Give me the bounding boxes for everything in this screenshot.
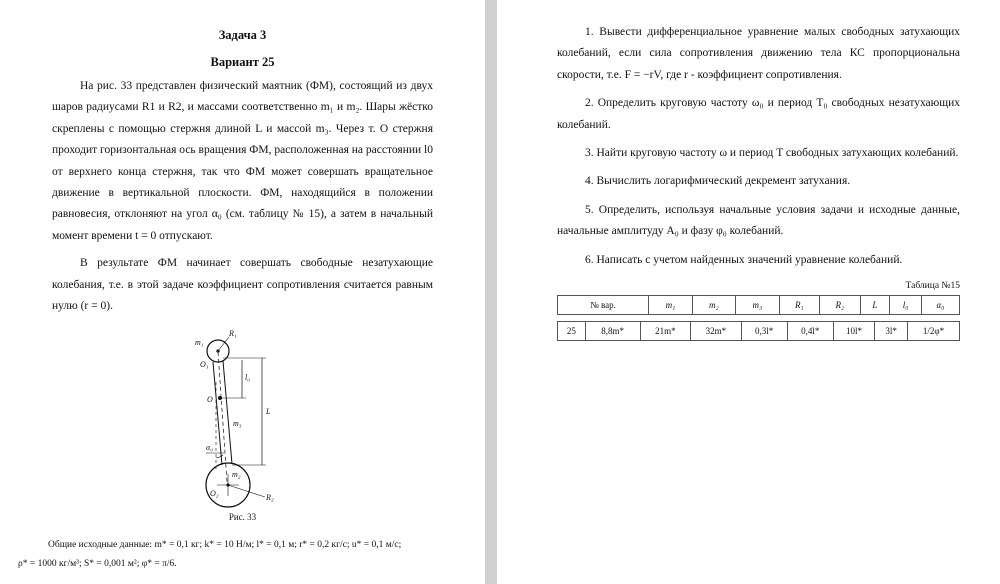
task-list — [557, 22, 960, 271]
table-caption: Таблица №15 — [905, 281, 960, 292]
label-alpha0: α₀ — [206, 443, 213, 452]
paragraph-free-oscillations: В результате ФМ начинает совершать свободные незатухающие колебания, т.е. в этой задаче коэффициент сопротивления считается равным нулю (r = 0). — [52, 257, 433, 313]
label-O2: O₂ — [210, 489, 219, 498]
col-header: l₀ — [890, 296, 922, 315]
pendulum-diagram — [180, 322, 310, 522]
table-row — [558, 322, 960, 341]
col-header: R₂ — [820, 296, 860, 315]
common-data — [0, 536, 485, 574]
label-m1: m₁ — [195, 338, 204, 347]
table-header-row — [558, 296, 960, 315]
label-m3: m₃ — [233, 419, 242, 428]
label-l0: l₀ — [245, 373, 251, 382]
col-header: α₀ — [921, 296, 959, 315]
data-table — [557, 295, 960, 315]
label-L: L — [266, 407, 271, 416]
cell: 10l* — [833, 322, 875, 341]
label-m2: m₂ — [232, 470, 241, 479]
col-header: m₁ — [649, 296, 692, 315]
cell: 1/2φ* — [908, 322, 960, 341]
common-data-line2: ρ* = 1000 кг/м³; S* = 0,001 м²; φ* = π/6. — [18, 559, 177, 569]
figure-caption: Рис. 33 — [228, 512, 257, 522]
data-table-values — [557, 321, 960, 341]
task-item-4: 4. Вычислить логарифмический декремент затухания. — [585, 175, 851, 188]
task-item-5: 5. Определить, используя начальные условия задачи и исходные данные, начальные амплитуду A₀ и фазу φ₀ колебаний. — [557, 203, 960, 238]
col-header: m₂ — [692, 296, 735, 315]
cell: 32m* — [691, 322, 742, 341]
label-R2: R₂ — [266, 493, 274, 502]
label-O: O — [207, 395, 213, 404]
common-data-line1: Общие исходные данные: m* = 0,1 кг; k* = 10 Н/м; l* = 0,1 м; r* = 0,2 кг/с; u* = 0,1 м/с; — [48, 540, 402, 550]
paragraph-description: На рис. 33 представлен физический маятник (ФМ), состоящий из двух шаров радиусами R1 и R2, и массами соответственно m₁ и m₂. Шары жёстко скреплены с помощью стержня длиной L и массой m₃. Через т. О стержня проходит горизонтальная ось вращения ФМ, расположенная на расстоянии l0 от верхнего конца стержня, так что ФМ может совершать вращательное движение в вертикальной плоскости. ФМ, находящийся в положении равновесия, отклоняют на угол α₀ (см. таблицу № 15), а затем в начальный момент времени t = 0 отпускают. — [52, 80, 433, 242]
variant-title: Вариант 25 — [210, 55, 275, 69]
cell: 8,8m* — [585, 322, 640, 341]
cell: 0,3l* — [741, 322, 787, 341]
right-page — [497, 0, 1000, 584]
page-gap — [485, 0, 497, 584]
col-header: m₃ — [736, 296, 779, 315]
label-O1: O₁ — [200, 360, 209, 369]
task-item-2: 2. Определить круговую частоту ω₀ и период T₀ свободных незатухающих колебаний. — [557, 97, 960, 131]
pendulum-figure — [180, 322, 310, 522]
cell: 0,4l* — [787, 322, 833, 341]
col-header: № вар. — [558, 296, 649, 315]
col-header: R₁ — [779, 296, 819, 315]
label-R1: R₁ — [229, 329, 237, 338]
cell: 3l* — [875, 322, 908, 341]
task-item-1: 1. Вывести дифференциальное уравнение малых свободных затухающих колебаний, если сила сопротивления движению тела КС пропорциональна скорости, т.е. F = −rV, где r - коэффициент сопротивления. — [557, 26, 960, 81]
task-item-6: 6. Написать с учетом найденных значений уравнение колебаний. — [585, 253, 903, 266]
cell: 25 — [558, 322, 586, 341]
col-header: L — [860, 296, 890, 315]
cell: 21m* — [640, 322, 691, 341]
task-item-3: 3. Найти круговую частоту ω и период T свободных затухающих колебаний. — [585, 147, 959, 160]
task-title: Задача 3 — [218, 28, 267, 42]
